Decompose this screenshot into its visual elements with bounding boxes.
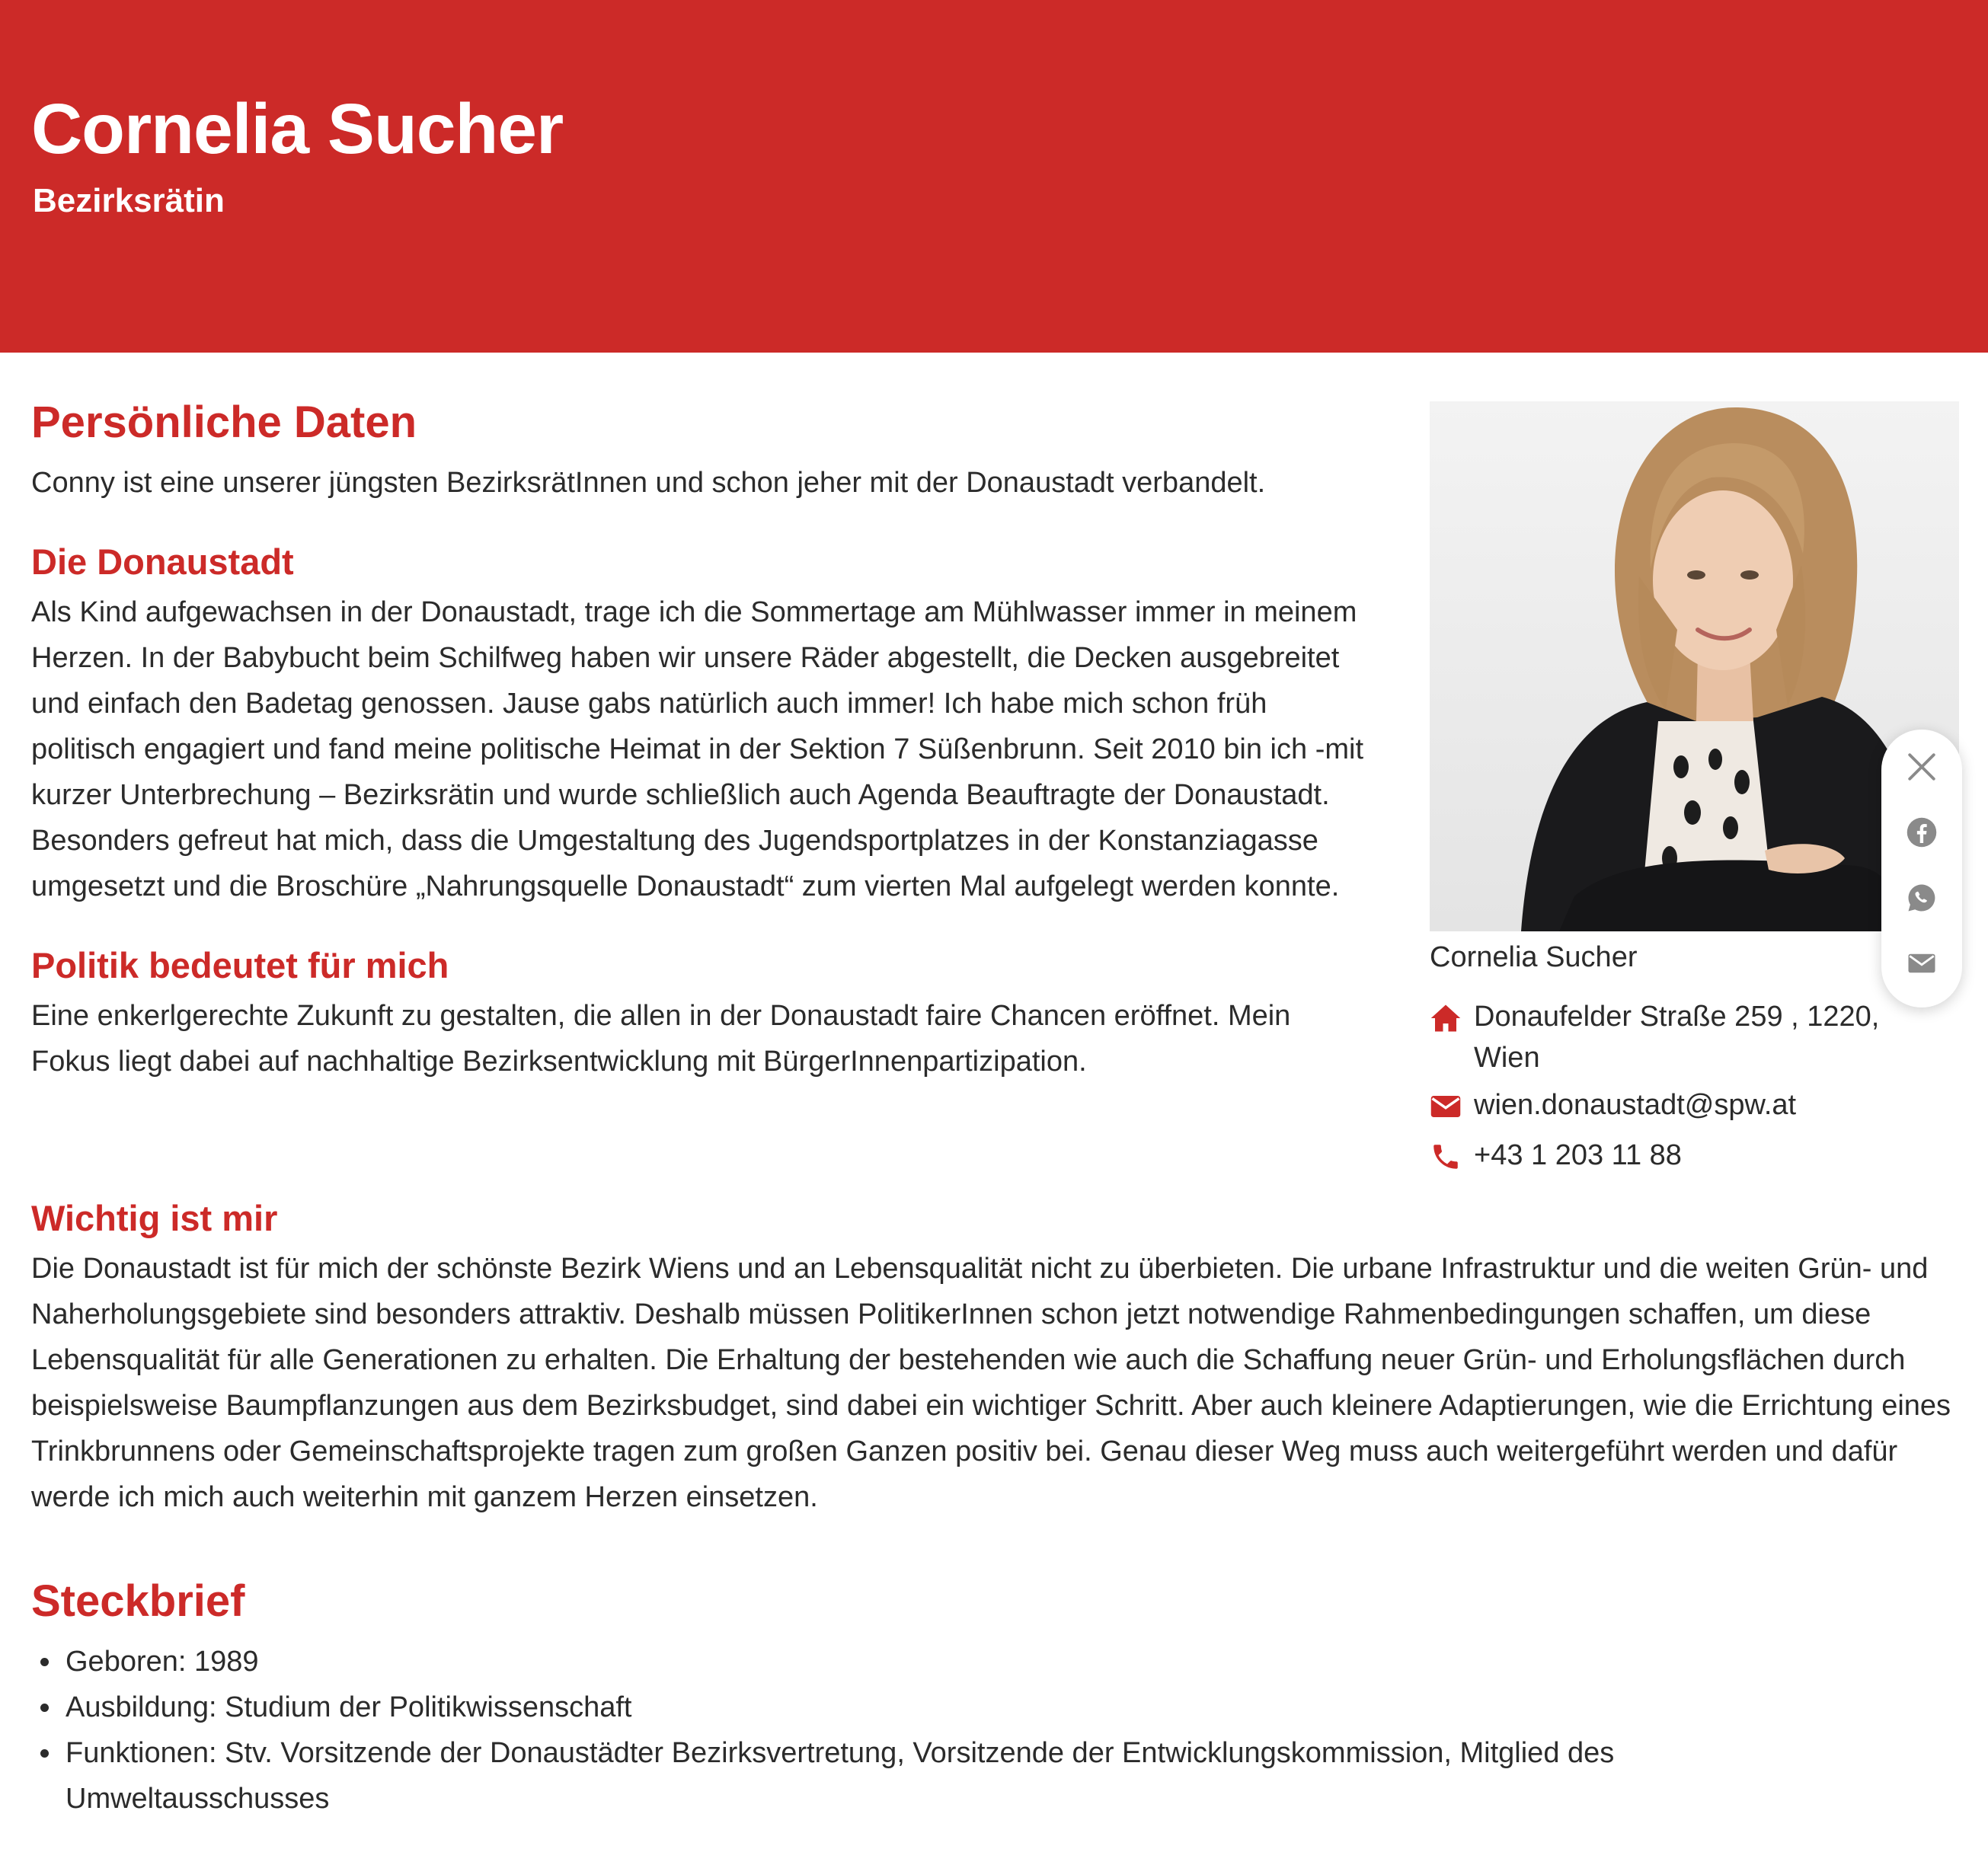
main-content [31,396,1372,1084]
share-mail-icon[interactable] [1906,947,1938,979]
heading-wichtig: Wichtig ist mir [31,1198,278,1238]
whatsapp-icon[interactable] [1906,882,1938,914]
phone-link[interactable]: +43 1 203 11 88 [1474,1139,1682,1171]
page-header [0,0,1988,353]
contact-address [1430,996,1908,1078]
steckbrief-list [31,1639,1966,1822]
x-icon[interactable] [1906,751,1938,783]
heading-personal: Persönliche Daten [31,398,417,447]
heading-politik: Politik bedeutet für mich [31,944,449,985]
list-item: Funktionen: Stv. Vorsitzende der Donaustädter Bezirksvertretung, Vorsitzende der Entwicklungskommission, Mitglied des Umweltausschusses [31,1730,1783,1822]
share-bar [1881,730,1962,1008]
contact-phone[interactable] [1430,1135,1908,1176]
facebook-icon[interactable] [1906,816,1938,848]
mail-icon [1430,1091,1462,1122]
section-wichtig [31,1197,1966,1520]
email-link[interactable]: wien.donaustadt@spw.at [1474,1089,1797,1121]
heading-donaustadt: Die Donaustadt [31,541,294,582]
list-item: Ausbildung: Studium der Politikwissenschaft [31,1685,1966,1730]
section-steckbrief [31,1575,1966,1822]
portrait-photo [1430,401,1959,931]
personal-intro: Conny ist eine unserer jüngsten BezirksrätInnen und schon jeher mit der Donaustadt verbandelt. [31,466,1266,499]
home-icon [1430,1002,1462,1034]
page-title: Cornelia Sucher [31,89,564,168]
list-item: Geboren: 1989 [31,1639,1966,1685]
politik-text: Eine enkerlgerechte Zukunft zu gestalten, die allen in der Donaustadt faire Chancen eröffnet. Mein Fokus liegt dabei auf nachhaltige Bezirksentwicklung mit BürgerInnenpartizipation. [31,1000,1291,1078]
wichtig-text: Die Donaustadt ist für mich der schönste Bezirk Wiens und an Lebensqualität nicht zu überbieten. Die urbane Infrastruktur und die weiten Grün- und Naherholungsgebiete sind besonders attraktiv. Deshalb müssen PolitikerInnen schon jetzt notwendige Rahmenbedingungen schaffen, um diese Lebensqualität für alle Generationen zu erhalten. Die Erhaltung der bestehenden wie auch die Schaffung neuer Grün- und Erholungsflächen durch beispielsweise Baumpflanzungen aus dem Bezirksbudget, sind dabei ein wichtiger Schritt. Aber auch kleinere Adaptierungen, wie die Errichtung eines Trinkbrunnens oder Gemeinschaftsprojekte tragen zum großen Ganzen positiv bei. Genau dieser Weg muss auch weitergeführt werden und dafür werde ich mich auch weiterhin mit ganzem Herzen einsetzen. [31,1253,1951,1514]
donaustadt-text: Als Kind aufgewachsen in der Donaustadt, trage ich die Sommertage am Mühlwasser immer in meinem Herzen. In der Babybucht beim Schilfweg haben wir unsere Räder abgestellt, die Decken ausgebreitet und einfach den Badetag genossen. Jause gabs natürlich auch immer! Ich habe mich schon früh politisch engagiert und fand meine politische Heimat in der Sektion 7 Süßenbrunn. Seit 2010 bin ich -mit kurzer Unterbrechung – Bezirksrätin und wurde schließlich auch Agenda Beauftragte der Donaustadt. Besonders gefreut hat mich, dass die Umgestaltung des Jugendsportplatzes in der Konstanziagasse umgesetzt und die Broschüre „Nahrungsquelle Donaustadt“ zum vierten Mal aufgelegt werden konnte. [31,596,1364,902]
contact-email[interactable] [1430,1084,1908,1126]
heading-steckbrief: Steckbrief [31,1576,245,1626]
address-text: Donaufelder Straße 259 , 1220, Wien [1474,1001,1880,1074]
phone-icon [1430,1141,1462,1173]
page-subtitle: Bezirksrätin [33,182,225,219]
photo-caption: Cornelia Sucher [1430,941,1638,973]
